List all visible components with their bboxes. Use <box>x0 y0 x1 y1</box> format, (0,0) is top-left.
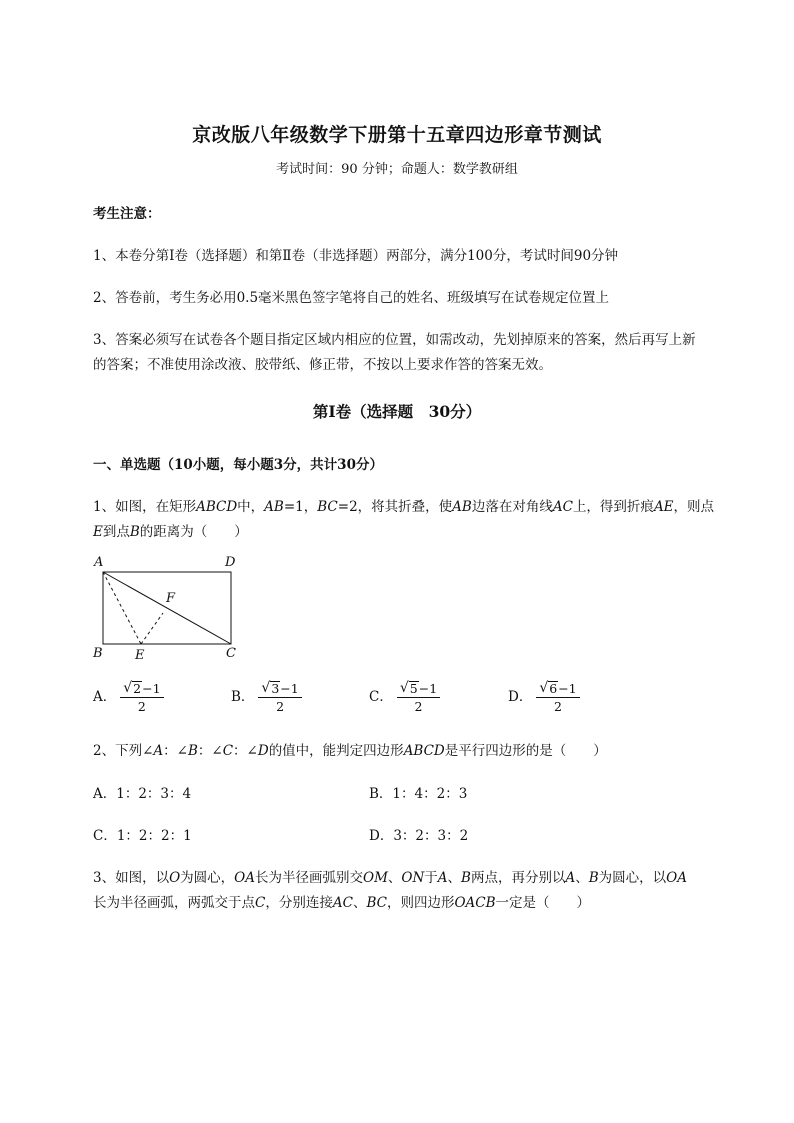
fold-line-ef <box>141 613 163 644</box>
q1-option-a[interactable]: A． √ 2 −1 2 <box>93 681 164 714</box>
notice-item-3-cont: 的答案；不准使用涂改液、胶带纸、修正带，不按以上要求作答的答案无效。 <box>93 357 552 373</box>
q1-stem-line1: 1、如图，在矩形ABCD中，AB=1，BC=2，将其折叠，使AB边落在对角线AC上，得到折痕AE，则点 <box>93 499 715 515</box>
label-b: B <box>93 646 103 661</box>
notice-item-2: 2、答卷前，考生务必用0.5毫米黑色签字笔将自己的姓名、班级填写在试卷规定位置上 <box>93 290 610 306</box>
label-a: A <box>94 555 104 570</box>
q1-option-b[interactable]: B． √ 3 −1 2 <box>231 681 302 714</box>
q1-figure-svg <box>88 555 248 665</box>
notice-heading: 考生注意： <box>93 206 161 222</box>
page-subtitle: 考试时间：90 分钟；命题人：数学教研组 <box>276 162 518 177</box>
q2-stem: 2、下列∠A：∠B：∠C：∠D的值中，能判定四边形ABCD是平行四边形的是（ ） <box>93 743 607 759</box>
notice-item-1: 1、本卷分第Ⅰ卷（选择题）和第Ⅱ卷（非选择题）两部分，满分100分，考试时间90分钟 <box>93 248 619 264</box>
notice-item-3: 3、答案必须写在试卷各个题目指定区域内相应的位置，如需改动，先划掉原来的答案，然后再写上新 <box>93 332 696 348</box>
q2-option-a[interactable]: A．1：2：3：4 <box>93 786 192 802</box>
q1-figure <box>88 555 248 665</box>
label-d: D <box>225 555 236 570</box>
section-title: 第Ⅰ卷（选择题 30分） <box>312 402 482 421</box>
q2-option-d[interactable]: D．3：2：3：2 <box>369 828 469 844</box>
q1-option-d[interactable]: D． √ 6 −1 2 <box>508 681 580 714</box>
part-heading: 一、单选题（10小题，每小题3分，共计30分） <box>93 457 383 473</box>
page-title: 京改版八年级数学下册第十五章四边形章节测试 <box>192 124 602 146</box>
label-e: E <box>135 648 145 663</box>
q2-option-b[interactable]: B．1：4：2：3 <box>369 786 468 802</box>
q1-option-c[interactable]: C． √ 5 −1 2 <box>369 681 440 714</box>
diagonal-ac <box>103 572 231 644</box>
q3-stem-line1: 3、如图，以O为圆心，OA长为半径画弧别交OM、ON于A、B两点，再分别以A、B为圆心，以OA <box>93 870 687 886</box>
label-c: C <box>226 646 236 661</box>
q3-stem-line2: 长为半径画弧，两弧交于点C，分别连接AC、BC，则四边形OACB一定是（ ） <box>93 895 591 911</box>
q1-stem-line2: E到点B的距离为（ ） <box>93 524 248 540</box>
q2-option-c[interactable]: C．1：2：2：1 <box>93 828 192 844</box>
label-f: F <box>166 591 176 606</box>
